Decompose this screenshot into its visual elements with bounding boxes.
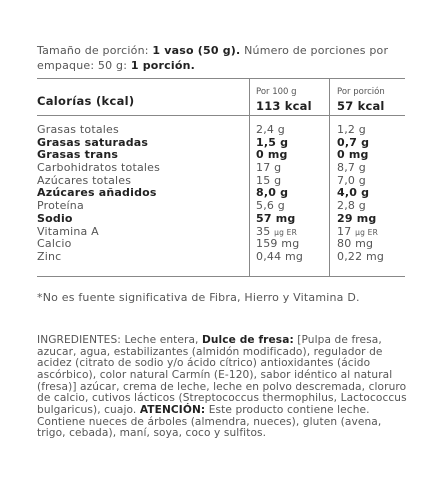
nutrient-per-100g-value: 15 g — [256, 173, 282, 187]
nutrient-per-portion-value: 1,2 g — [337, 123, 366, 136]
per-portion-calories: 57 kcal — [337, 99, 385, 113]
nutrient-per-100g-value: 1,5 g — [256, 135, 289, 149]
nutrient-name: Grasas totales — [37, 123, 119, 136]
serving-size-value: 1 vaso (50 g). — [152, 44, 241, 57]
per-100g-calories: 113 kcal — [256, 99, 312, 113]
nutrient-row — [37, 251, 407, 264]
nutrient-per-100g-value: 17 g — [256, 161, 282, 175]
serving-size-label: Tamaño de porción: — [37, 44, 149, 57]
ingredients-part2: [Pulpa de fresa, azucar, agua, estabilizantes (almidón modificado), regulador de acidez (citrato de sodio y/o ácido cítrico) antioxidantes (ácido ascórbico), color natural Carmín (E-120), sabor idéntico al natural (fresa)] azúcar, crema de leche, leche en polvo descremada, cloruro de calcio, cutivos lácticos (Streptococcus thermophilus, Lactococcus bulgaricus), cuajo. — [37, 334, 407, 416]
nutrient-name: Azúcares totales — [37, 173, 132, 187]
nutrient-name: Azúcares añadidos — [37, 186, 157, 200]
nutrient-per-100g-value: 5,6 g — [256, 199, 285, 213]
nutrient-per-100g-value: 0,44 mg — [256, 249, 304, 263]
servings-per-package-value: 1 porción. — [130, 59, 196, 72]
nutrient-per-100g-value: 2,4 g — [256, 123, 285, 136]
nutrient-per-100g-value: 0 mg — [256, 148, 288, 162]
per-100g-head: Por 100 g — [256, 87, 297, 97]
ingredients-text — [37, 335, 409, 440]
nutrient-per-portion — [337, 251, 384, 264]
nutrient-per-portion-value: 8,7 g — [337, 161, 366, 175]
atencion-label: ATENCIÓN: — [139, 403, 206, 416]
nutrient-per-100g — [256, 251, 303, 264]
nutrient-name: Sodio — [37, 211, 73, 225]
ingredients-part1: Leche entera, — [120, 334, 202, 346]
nutrient-name: Calcio — [37, 237, 72, 251]
nutrient-per-portion-value: 29 mg — [337, 211, 377, 225]
nutrient-per-100g-value: 35 — [256, 224, 271, 238]
bottom-rule — [37, 276, 405, 277]
nutrient-name: Grasas trans — [37, 148, 119, 162]
serving-info — [37, 43, 407, 73]
footnote: *No es fuente significativa de Fibra, Hierro y Vitamina D. — [37, 291, 360, 304]
nutrient-name: Grasas saturadas — [37, 135, 149, 149]
nutrient-per-portion-value: 0,22 mg — [337, 249, 385, 263]
top-rule — [37, 78, 405, 79]
nutrient-per-portion-value: 2,8 g — [337, 199, 366, 213]
nutrient-name: Carbohidratos totales — [37, 161, 161, 175]
nutrient-per-100g-value: 8,0 g — [256, 186, 289, 200]
nutrient-rows — [37, 124, 407, 264]
per-portion-head: Por porción — [337, 87, 385, 97]
nutrient-per-portion-value: 4,0 g — [337, 186, 370, 200]
calories-label: Calorías (kcal) — [37, 94, 135, 108]
nutrient-name: Zinc — [37, 249, 62, 263]
nutrient-per-portion-value: 17 — [337, 224, 352, 238]
nutrient-per-100g-value: 57 mg — [256, 211, 296, 225]
nutrient-per-portion-value: 0 mg — [337, 148, 369, 162]
dulce-label: Dulce de fresa: — [202, 334, 294, 346]
nutrient-per-portion-value: 0,7 g — [337, 135, 370, 149]
header-rule — [37, 115, 405, 116]
nutrient-name: Vitamina A — [37, 224, 99, 238]
servings-per-package-label: Número de porciones por empaque: 50 g: — [37, 44, 389, 72]
nutrient-per-portion-value: 7,0 g — [337, 173, 366, 187]
nutrient-row — [37, 213, 407, 226]
nutrient-per-portion-value: 80 mg — [337, 237, 374, 251]
nutrient-name: Proteína — [37, 199, 84, 213]
nutrient-per-100g-unit: µg ER — [274, 227, 297, 237]
nutrient-per-portion-unit: µg ER — [355, 227, 378, 237]
nutrient-per-100g-value: 159 mg — [256, 237, 300, 251]
ingredients-label: INGREDIENTES: — [37, 334, 121, 346]
ingredients-part3: Este producto contiene leche. Contiene nueces de árboles (almendra, nueces), gluten (avena, trigo, cebada), maní, soya, coco y sulfitos. — [37, 403, 382, 440]
